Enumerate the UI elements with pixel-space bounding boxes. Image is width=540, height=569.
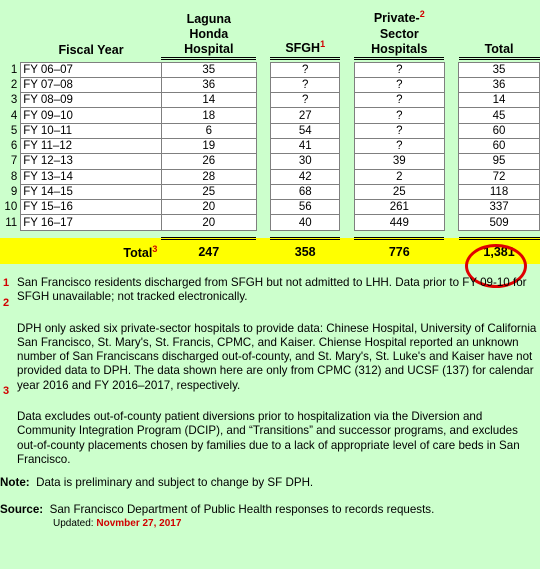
updated-line: Updated: Novmber 27, 2017: [53, 517, 182, 529]
table-row: [0, 138, 540, 153]
total-label: Total$^3$: [21, 238, 162, 264]
table-row: [0, 93, 540, 108]
total-cell: 45: [459, 108, 540, 123]
laguna-honda-cell: 14: [161, 93, 256, 108]
laguna-honda-cell: 35: [161, 62, 256, 77]
table-row: [0, 77, 540, 92]
total-cell: 337: [459, 200, 540, 215]
notes-section: [0, 272, 538, 531]
table-row: [0, 62, 540, 77]
sfgh-cell: 41: [270, 138, 339, 153]
row-number: 8: [10, 170, 18, 183]
footnote-3: 3 Data excludes out-of-county patient diversions prior to hospitalization via the Diversion and Community Integration Program (DCIP), and “Transitions” and successor programs, and excludes out-of-county placements chosen by families due to a lack of appropriate level of care beds in San Francisco.: [3, 385, 520, 466]
sfgh-cell: ?: [270, 93, 339, 108]
table-body: [0, 62, 540, 230]
laguna-honda-cell: 6: [161, 123, 256, 138]
table-row: [0, 184, 540, 199]
table-row: [0, 108, 540, 123]
sfgh-cell: 68: [270, 184, 339, 199]
total-cell: 35: [459, 62, 540, 77]
row-number: 1: [10, 63, 18, 76]
row-number-header: [0, 0, 21, 58]
table-row: [0, 154, 540, 169]
sfgh-cell: 56: [270, 200, 339, 215]
fiscal-year-cell: FY 11–12: [21, 138, 162, 153]
footnote-2: 2 DPH only asked six private-sector hospitals to provide data: Chinese Hospital, University of California San Francisco, St. Mary's, St. Francis, CPMC, and Kaiser. Chiense Hospital reported an unknown number of San Franciscans discharged out-of-county, and St. Mary's, St. Luke's and Kaiser have not provided data to DPH. The data shown here are only from CPMC (312) and UCSF (137) for calendar year 2016 and FY 2016–2017, respectively.: [3, 296, 537, 392]
fiscal-year-cell: FY 07–08: [21, 77, 162, 92]
footnote-1: 1 San Francisco residents discharged from SFGH but not admitted to LHH. Data prior to FY 09-10 for SFGH unavailable; not tracked electronically.: [3, 276, 527, 304]
total-cell: 72: [459, 169, 540, 184]
sfgh-cell: ?: [270, 62, 339, 77]
fiscal-year-cell: FY 09–10: [21, 108, 162, 123]
laguna-honda-cell: 19: [161, 138, 256, 153]
laguna-honda-cell: 36: [161, 77, 256, 92]
row-number: 6: [10, 140, 18, 153]
laguna-honda-header: Laguna Honda Hospital: [161, 0, 256, 58]
private-sector-cell: 2: [354, 169, 444, 184]
total-cell: 14: [459, 93, 540, 108]
total-sfgh: 358: [270, 238, 339, 264]
laguna-honda-cell: 28: [161, 169, 256, 184]
row-number: 5: [10, 124, 18, 137]
total-cell: 118: [459, 184, 540, 199]
sfgh-header: SFGH$^1$: [270, 0, 339, 58]
table-row: [0, 215, 540, 230]
total-row: [0, 238, 540, 264]
total-cell: 60: [459, 138, 540, 153]
fiscal-year-cell: FY 15–16: [21, 200, 162, 215]
total-lhh: 247: [161, 238, 256, 264]
private-sector-cell: ?: [354, 93, 444, 108]
total-cell: 509: [459, 215, 540, 230]
fiscal-year-cell: FY 13–14: [21, 169, 162, 184]
row-number: 2: [10, 78, 18, 91]
laguna-honda-cell: 20: [161, 200, 256, 215]
private-sector-cell: 25: [354, 184, 444, 199]
total-private: 776: [354, 238, 444, 264]
fiscal-year-header: Fiscal Year: [58, 43, 124, 57]
fiscal-year-cell: FY 14–15: [21, 184, 162, 199]
total-cell: 60: [459, 123, 540, 138]
sfgh-cell: 27: [270, 108, 339, 123]
row-number: 3: [10, 94, 18, 107]
private-sector-cell: 261: [354, 200, 444, 215]
private-sector-cell: ?: [354, 123, 444, 138]
sfgh-cell: 40: [270, 215, 339, 230]
data-table: [0, 0, 540, 264]
fiscal-year-cell: FY 08–09: [21, 93, 162, 108]
table-row: [0, 200, 540, 215]
laguna-honda-cell: 20: [161, 215, 256, 230]
total-header: Total: [459, 0, 540, 58]
private-sector-cell: ?: [354, 138, 444, 153]
private-sector-cell: 39: [354, 154, 444, 169]
row-number: 7: [10, 155, 18, 168]
row-number: 10: [4, 201, 18, 214]
sfgh-cell: 30: [270, 154, 339, 169]
table-row: [0, 169, 540, 184]
row-number: 4: [10, 109, 18, 122]
private-sector-cell: ?: [354, 62, 444, 77]
private-sector-cell: ?: [354, 108, 444, 123]
laguna-honda-cell: 25: [161, 184, 256, 199]
total-cell: 95: [459, 154, 540, 169]
fiscal-year-cell: FY 12–13: [21, 154, 162, 169]
fiscal-year-cell: FY 10–11: [21, 123, 162, 138]
private-sector-cell: ?: [354, 77, 444, 92]
sfgh-cell: 42: [270, 169, 339, 184]
laguna-honda-cell: 18: [161, 108, 256, 123]
laguna-honda-cell: 26: [161, 154, 256, 169]
row-number: 9: [10, 186, 18, 199]
sfgh-cell: 54: [270, 123, 339, 138]
row-number: 11: [5, 216, 18, 229]
fiscal-year-cell: FY 16–17: [21, 215, 162, 230]
fiscal-year-cell: FY 06–07: [21, 62, 162, 77]
total-cell: 36: [459, 77, 540, 92]
note-line: Note: Data is preliminary and subject to change by SF DPH.: [0, 476, 314, 490]
sfgh-cell: ?: [270, 77, 339, 92]
private-sector-header: Private-$^2$ Sector Hospitals: [354, 0, 444, 58]
private-sector-cell: 449: [354, 215, 444, 230]
grand-total: 1,381: [459, 238, 540, 264]
source-line: Source: San Francisco Department of Public Health responses to records requests.: [0, 502, 435, 516]
table-row: [0, 123, 540, 138]
